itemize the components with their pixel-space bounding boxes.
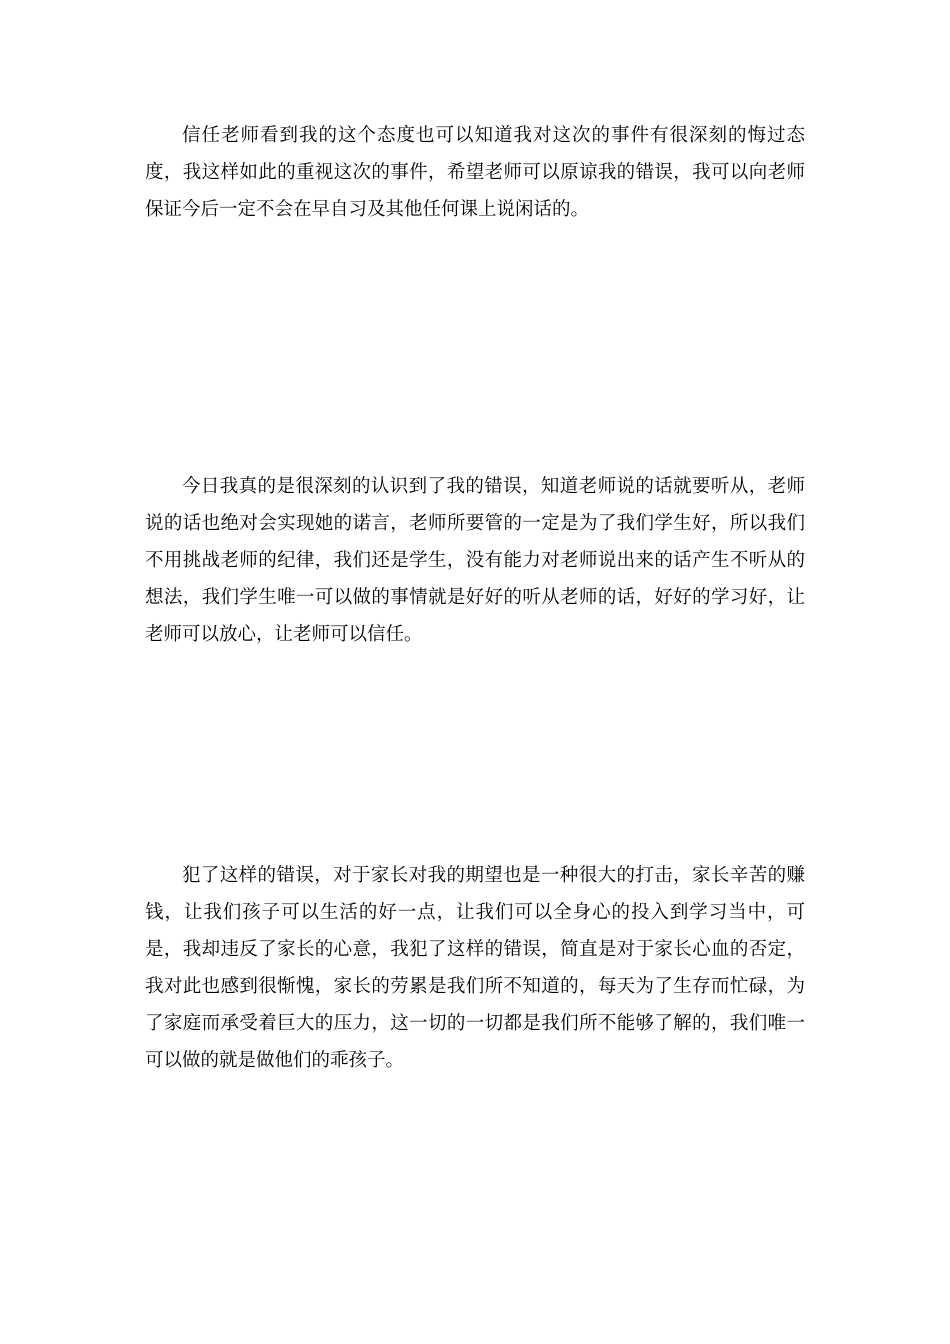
paragraph-3: 犯了这样的错误，对于家长对我的期望也是一种很大的打击，家长辛苦的赚钱，让我们孩子可以生活的好一点，让我们可以全身心的投入到学习当中，可是，我却违反了家长的心意，我犯了这样的错误，简直是对于家长心血的否定，我对此也感到很惭愧，家长的劳累是我们所不知道的，每天为了生存而忙碌，为了家庭而承受着巨大的压力，这一切的一切都是我们所不能够了解的，我们唯一可以做的就是做他们的乖孩子。 xyxy=(145,865,805,1071)
paragraph-1: 信任老师看到我的这个态度也可以知道我对这次的事件有很深刻的悔过态度，我这样如此的重视这次的事件，希望老师可以原谅我的错误，我可以向老师保证今后一定不会在早自习及其他任何课上说闲话的。 xyxy=(145,125,805,220)
paragraph-2: 今日我真的是很深刻的认识到了我的错误，知道老师说的话就要听从，老师说的话也绝对会实现她的诺言，老师所要管的一定是为了我们学生好，所以我们不用挑战老师的纪律，我们还是学生，没有能力对老师说出来的话产生不听从的想法，我们学生唯一可以做的事情就是好好的听从老师的话，好好的学习好，让老师可以放心，让老师可以信任。 xyxy=(145,476,805,645)
